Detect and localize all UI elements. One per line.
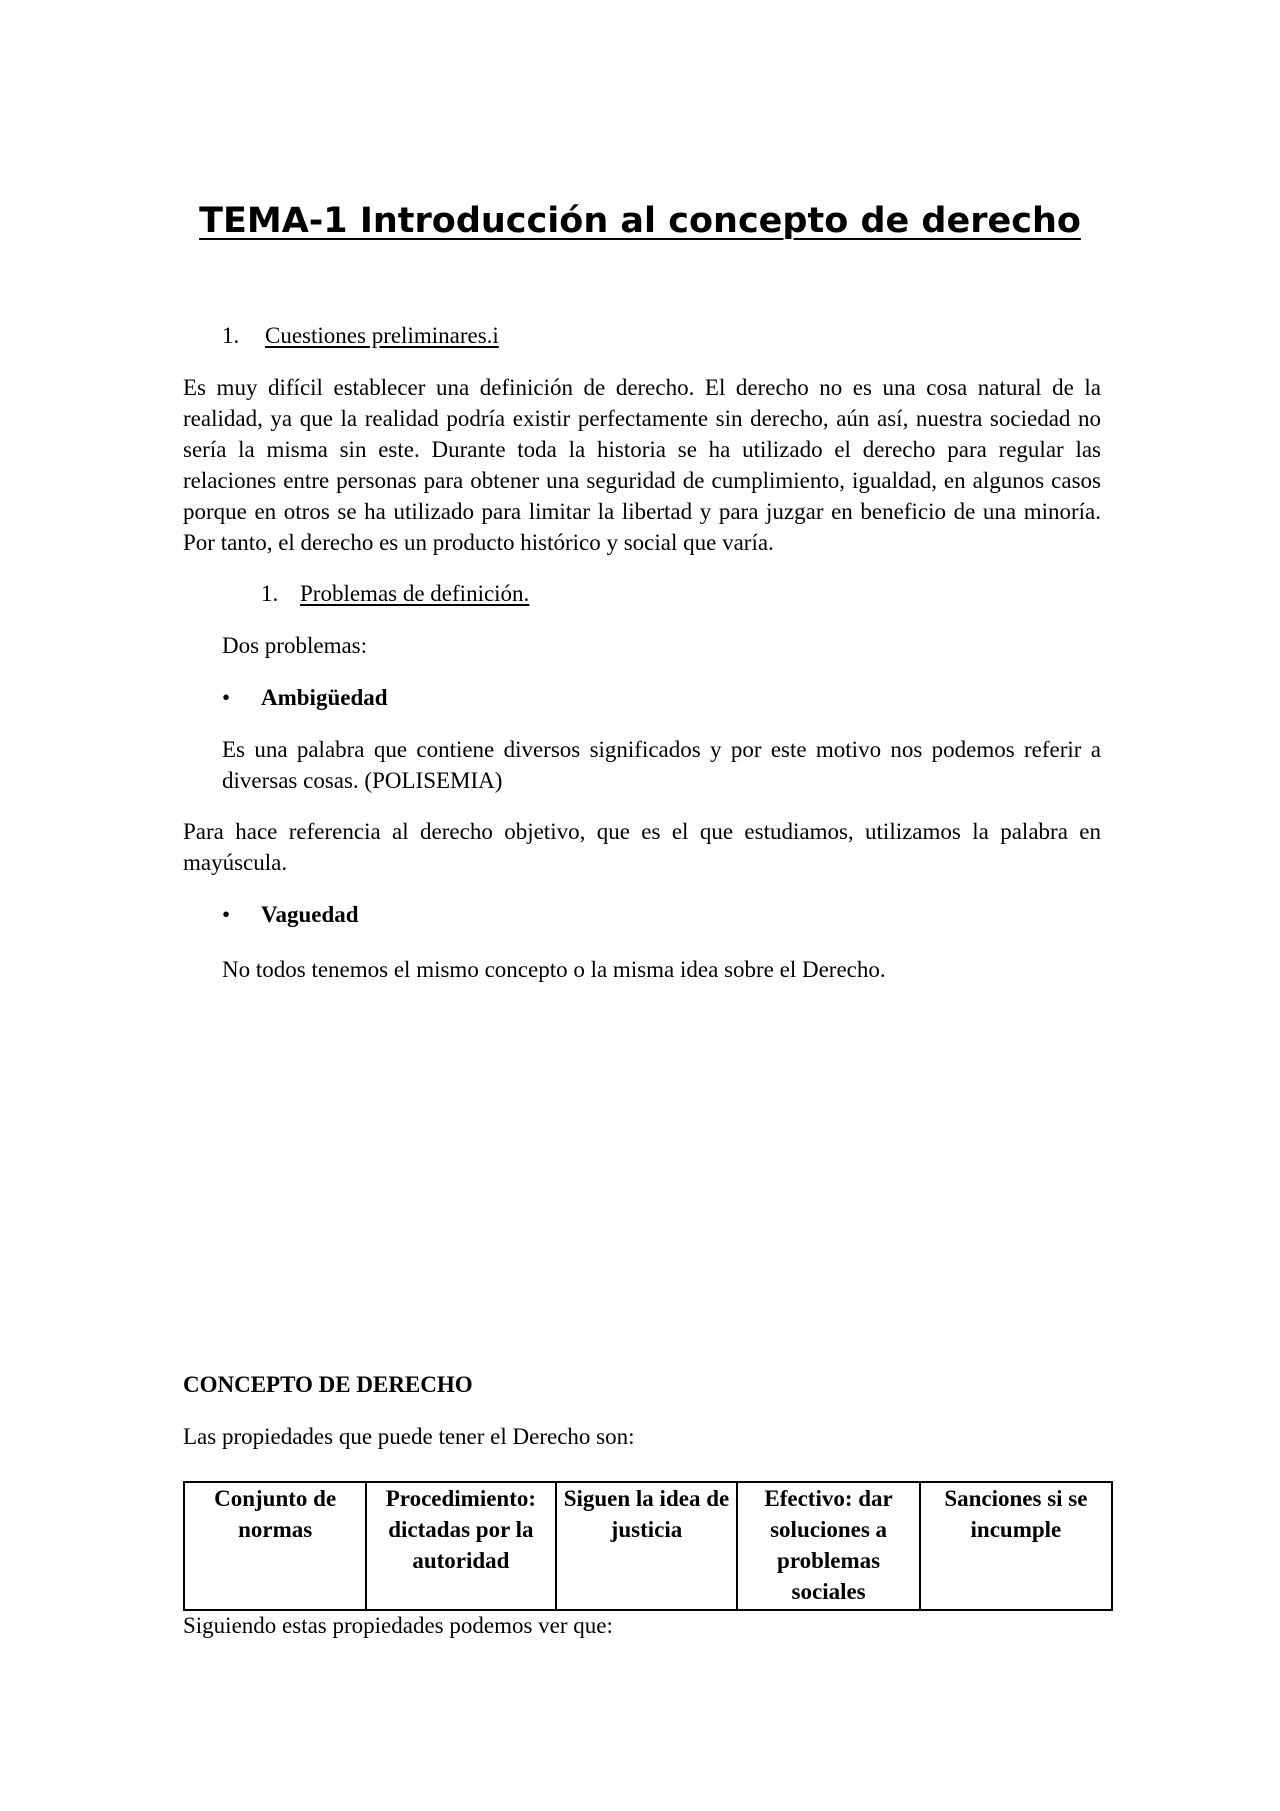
table-cell: Efectivo: dar soluciones a problemas sociales bbox=[737, 1482, 919, 1610]
bullet-ambiguedad bbox=[222, 682, 388, 713]
properties-table bbox=[183, 1481, 1113, 1611]
document-title: TEMA-1 Introducción al concepto de derecho bbox=[199, 201, 1081, 241]
section-number: 1. bbox=[222, 323, 240, 348]
table-cell: Conjunto de normas bbox=[184, 1482, 366, 1610]
bullet-vaguedad bbox=[222, 899, 359, 930]
bullet-label: Ambigüedad bbox=[261, 685, 388, 710]
concept-heading: CONCEPTO DE DERECHO bbox=[183, 1372, 473, 1397]
section-heading bbox=[222, 320, 499, 351]
vaguedad-text: No todos tenemos el mismo concepto o la misma idea sobre el Derecho. bbox=[222, 957, 886, 982]
problems-intro: Dos problemas: bbox=[222, 633, 368, 658]
bullet-label: Vaguedad bbox=[261, 902, 359, 927]
table-row bbox=[184, 1482, 1112, 1610]
table-cell: Sanciones si se incumple bbox=[920, 1482, 1112, 1610]
intro-paragraph: Es muy difícil establecer una definición de derecho. El derecho no es una cosa natural de la realidad, ya que la realidad podría existir perfectamente sin derecho, aún así, nuestra sociedad no sería la misma sin este. Durante toda la historia se ha utilizado el derecho para regular las relaciones entre personas para obtener una seguridad de cumplimiento, igualdad, en algunos casos porque en otros se ha utilizado para limitar la libertad y para juzgar en beneficio de una minoría. Por tanto, el derecho es un producto histórico y social que varía. bbox=[183, 375, 1101, 555]
subsection-title: Problemas de definición. bbox=[300, 581, 530, 606]
table-cell: Siguen la idea de justicia bbox=[556, 1482, 738, 1610]
objective-law-paragraph: Para hace referencia al derecho objetivo, que es el que estudiamos, utilizamos la palabra en mayúscula. bbox=[183, 819, 1101, 875]
section-title: Cuestiones preliminares.i bbox=[265, 323, 499, 348]
closing-text: Siguiendo estas propiedades podemos ver que: bbox=[183, 1613, 613, 1638]
bullet-icon: • bbox=[222, 902, 231, 927]
table-cell: Procedimiento: dictadas por la autoridad bbox=[366, 1482, 555, 1610]
bullet-icon: • bbox=[222, 685, 231, 710]
subsection-heading bbox=[261, 578, 529, 609]
concept-intro: Las propiedades que puede tener el Derecho son: bbox=[183, 1424, 635, 1449]
subsection-number: 1. bbox=[261, 581, 279, 606]
ambiguedad-text: Es una palabra que contiene diversos significados y por este motivo nos podemos referir a diversas cosas. (POLISEMIA) bbox=[222, 737, 1101, 793]
